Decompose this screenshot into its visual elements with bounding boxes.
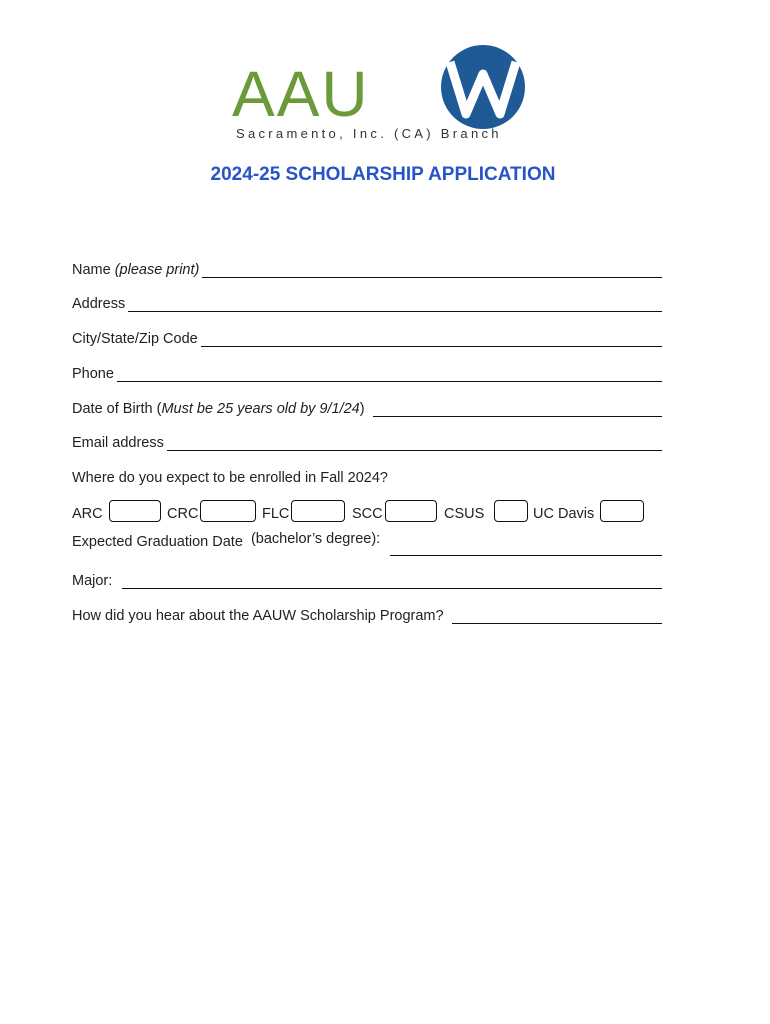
email-row (72, 435, 662, 451)
address-field[interactable] (128, 297, 662, 312)
major-label: Major: (72, 573, 113, 589)
email-label: Email address (72, 435, 164, 451)
logo-subtitle: Sacramento, Inc. (CA) Branch (236, 126, 502, 141)
major-row (72, 573, 662, 589)
name-label: Name (please print) (72, 262, 200, 278)
campus-checkbox-flc[interactable] (291, 500, 345, 522)
page-title: 2024-25 SCHOLARSHIP APPLICATION (210, 164, 556, 185)
campus-checkbox-arc[interactable] (109, 500, 161, 522)
grad-date-field[interactable] (390, 555, 662, 556)
hear-label: How did you hear about the AAUW Scholarship Program? (72, 608, 444, 624)
address-row (72, 296, 662, 312)
campus-option-ucdavis: UC Davis (533, 498, 644, 522)
dob-field[interactable] (373, 402, 662, 417)
name-field[interactable] (202, 263, 662, 278)
dob-row (72, 401, 662, 417)
address-label: Address (72, 296, 126, 312)
hear-row (72, 608, 662, 624)
campus-checkbox-ucdavis[interactable] (600, 500, 644, 522)
campus-option-csus: CSUS (444, 498, 528, 522)
campus-option-crc: CRC (167, 498, 256, 522)
city-field[interactable] (201, 332, 662, 347)
phone-label: Phone (72, 366, 114, 382)
email-field[interactable] (167, 436, 662, 451)
campus-option-scc: SCC (352, 498, 437, 522)
campus-checkbox-scc[interactable] (385, 500, 437, 522)
campus-option-arc: ARC (72, 498, 161, 522)
enrolled-question: Where do you expect to be enrolled in Fall 2024? (72, 470, 388, 486)
campus-options (72, 498, 662, 524)
dob-label: Date of Birth (Must be 25 years old by 9/1/24) (72, 401, 365, 417)
campus-checkbox-crc[interactable] (200, 500, 256, 522)
logo-letters: AAU (232, 58, 370, 130)
phone-row (72, 366, 662, 382)
grad-label: Expected Graduation Date (bachelor’s degree): (72, 531, 381, 550)
name-row (72, 262, 662, 278)
campus-checkbox-csus[interactable] (494, 500, 528, 522)
major-field[interactable] (122, 574, 662, 589)
hear-field[interactable] (452, 609, 662, 624)
logo-w-circle-icon (428, 44, 538, 130)
city-row (72, 331, 662, 347)
campus-option-flc: FLC (262, 498, 345, 522)
phone-field[interactable] (117, 367, 662, 382)
city-label: City/State/Zip Code (72, 331, 198, 347)
